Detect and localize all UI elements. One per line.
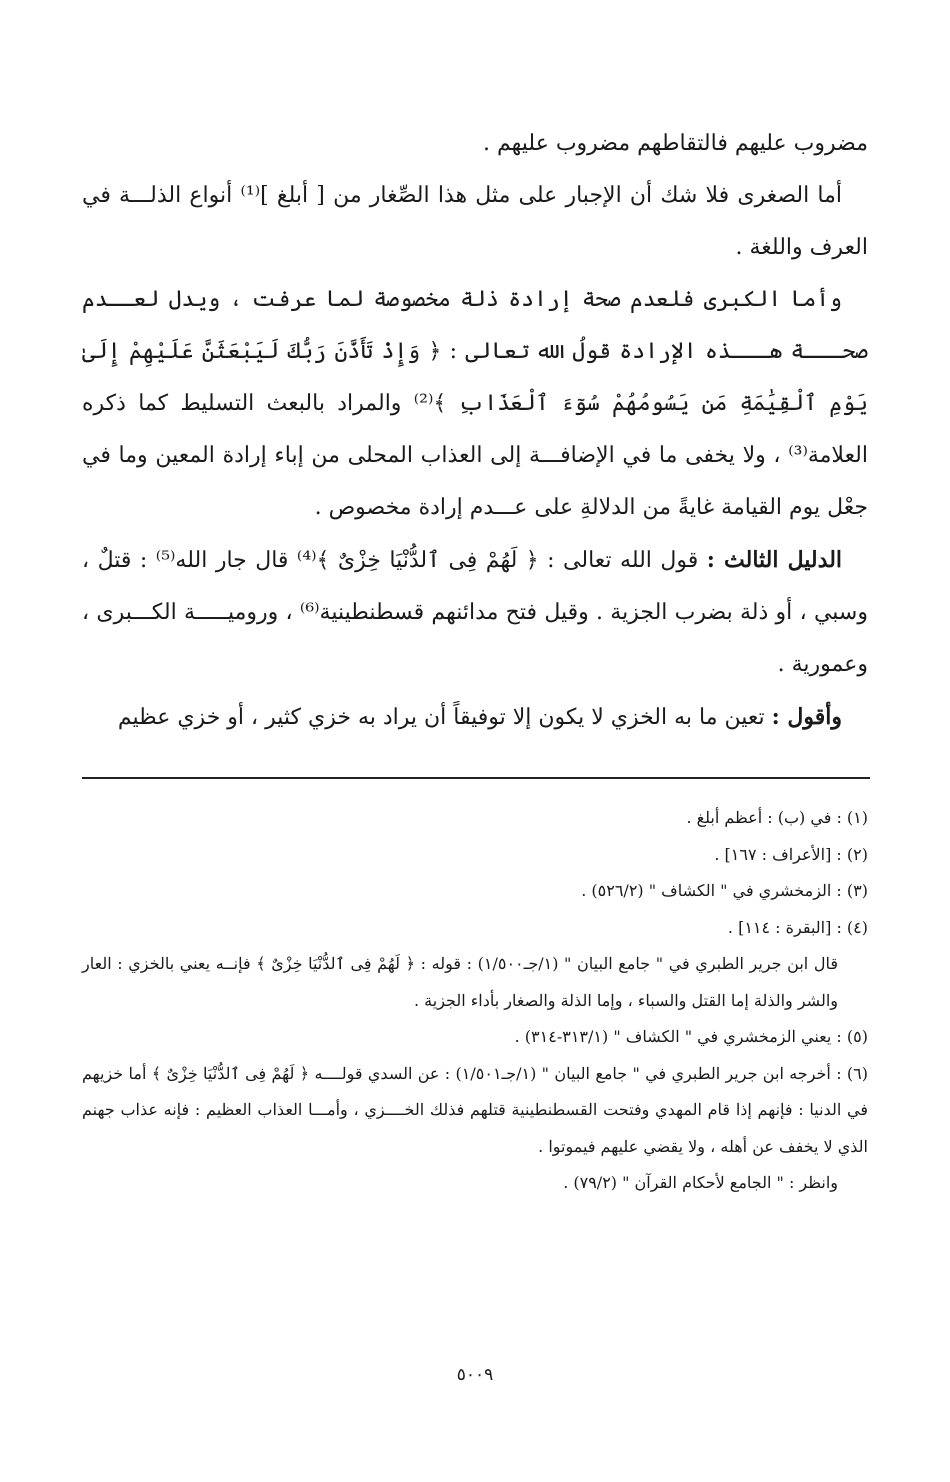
paragraph-4-text: قول الله تعالى : ﴿ لَهُمْ فِى ٱلدُّنْيَا خِزْىٌ ﴾⁽⁴⁾ قال جار الله⁽⁵⁾ : قتلٌ ، وسبي ، أو ذلة بضرب الجزية . وقيل فتح مدائنهم قسطنطينية⁽⁶⁾ ، وروميـــــة الكـــبرى ، وعمورية .	[82, 548, 868, 677]
third-evidence-heading: الدليل الثالث :	[706, 547, 843, 573]
and-i-say-heading: وأقول :	[771, 704, 842, 730]
paragraph-1: مضروب عليهم فالتقاطهم مضروب عليهم .	[483, 131, 868, 156]
paragraph-5	[82, 691, 868, 744]
page-number: ٥٠٠٩	[456, 1365, 494, 1385]
paragraph-4	[82, 534, 868, 691]
paragraph-3: وأما الكبرى فلعدم صحة إرادة ذلة مخصوصة لما عرفت ، ويدل لعــدم صحـــة هـــذه الإرادة قولُ الله تعالى : ﴿ وَإِذْ تَأَذَّنَ رَبُّكَ لَيَبْعَثَنَّ عَلَيْهِمْ إِلَىٰ يَوْمِ ٱلْقِيَٰمَةِ مَن يَسُومُهُمْ سُوٓءَ ٱلْعَذَابِ ﴾⁽²⁾ والمراد بالبعث التسليط كما ذكره العلامة⁽³⁾ ، ولا يخفى ما في الإضافـــة إلى العذاب المحلى من إباء إرادة المعين وما في جعْل يوم القيامة غايةً من الدلالةِ على عـــدم إرادة مخصوص .	[82, 287, 868, 520]
footnote-6: (٦) : أخرجه ابن جرير الطبري في " جامع البيان " (١/جـ١/٥٠١) : عن السدي قولــــه ﴿ لَهُمْ فِى ٱلدُّنْيَا خِزْىٌ ﴾ أما خزيهم في الدنيا : فإنهم إذا قام المهدي وفتحت القسطنطينية قتلهم فذلك الخــــزي ، وأمـــا العذاب العظيم : فإنه عذاب جهنم الذي لا يخفف عن أهله ، ولا يقضي عليهم فيموتوا .	[82, 1063, 869, 1156]
footnote-4-continuation: قال ابن جرير الطبري في " جامع البيان " (١/جـ١/٥٠٠) : قوله : ﴿ لَهُمْ فِى ٱلدُّنْيَا خِزْىٌ ﴾ فإنــه يعني بالخزي : العار والشر والذلة إما القتل والسباء ، وإما الذلة والصغار بأداء الجزية .	[82, 954, 838, 1010]
paragraph-2: أما الصغرى فلا شك أن الإجبار على مثل هذا الصِّغار من [ أبلغ ]⁽¹⁾ أنواع الذلـــة في العرف واللغة .	[82, 183, 868, 260]
footnote-divider	[82, 777, 870, 779]
main-text	[82, 118, 868, 744]
footnote-2: (٢) : [الأعراف : ١٦٧] .	[714, 844, 868, 864]
footnote-4: (٤) : [البقرة : ١١٤] .	[727, 917, 868, 937]
footnote-1: (١) : في (ب) : أعظم أبلغ .	[686, 808, 868, 827]
footnote-5: (٥) : يعني الزمخشري في " الكشاف " (٣١٣/١-٣١٤) .	[514, 1027, 868, 1046]
footnotes	[82, 800, 868, 1202]
footnote-6-continuation: وانظر : " الجامع لأحكام القرآن " (٧٩/٢) .	[563, 1173, 838, 1192]
paragraph-5-text: تعين ما به الخزي لا يكون إلا توفيقاً أن يراد به خزي كثير ، أو خزي عظيم	[117, 705, 772, 730]
footnote-3: (٣) : الزمخشري في " الكشاف " (٥٢٦/٢) .	[581, 881, 868, 900]
